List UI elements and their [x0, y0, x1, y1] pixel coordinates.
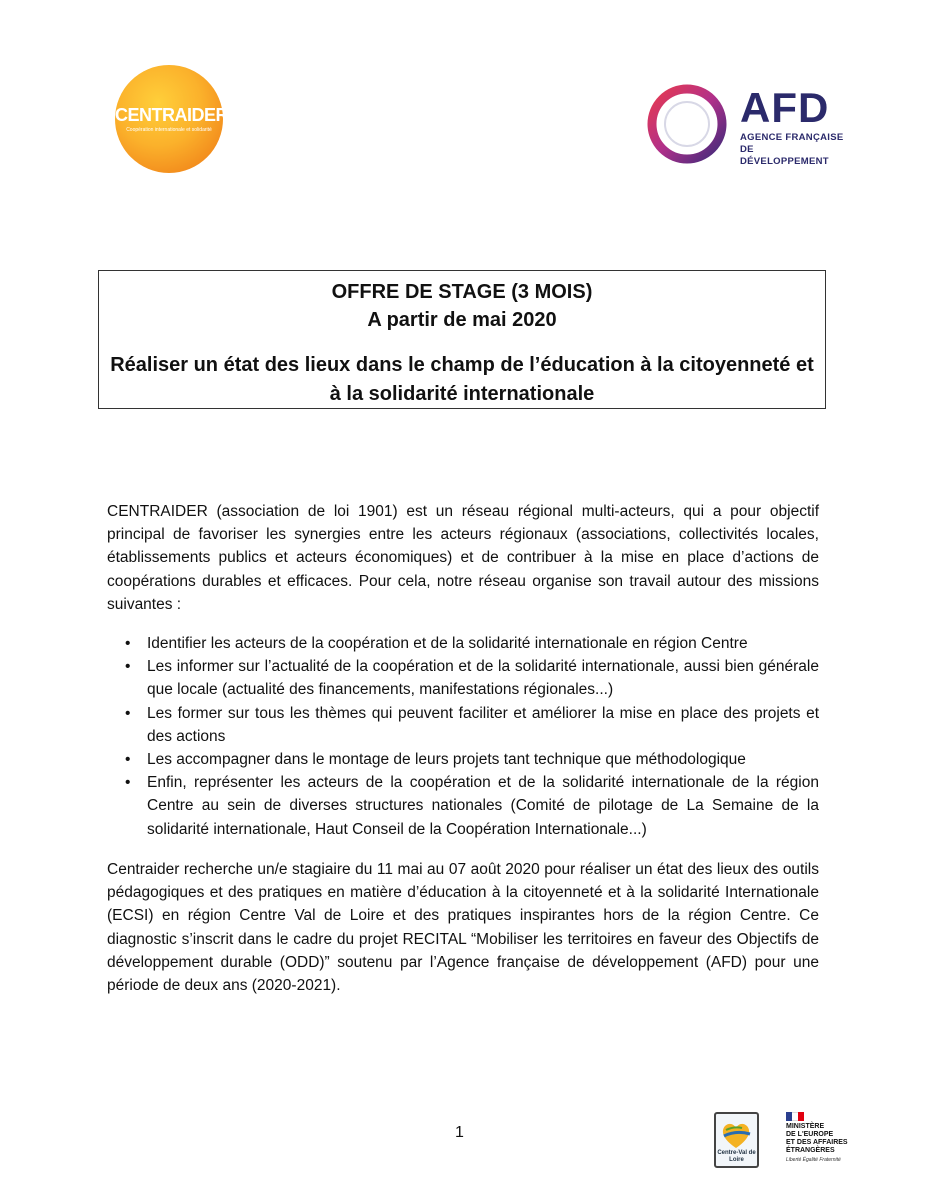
list-item	[107, 632, 819, 655]
ministere-name-line4: ÉTRANGÈRES	[786, 1147, 835, 1154]
afd-logo	[645, 82, 845, 166]
afd-logo-subtitle-line1: AGENCE FRANÇAISE	[740, 132, 844, 143]
internship-paragraph: Centraider recherche un/e stagiaire du 11 mai au 07 août 2020 pour réaliser un état des lieux des outils pédagogiques et des pratiques en matière d’éducation à la citoyenneté et à la solidarité Internationale (ECSI) en région Centre Val de Loire et des pratiques inspirantes hors de la région Centre. Ce diagnostic s’inscrit dans le cadre du projet RECITAL “Mobiliser les territoires en faveur des Objectifs de développement durable (ODD)” soutenu par l’Agence française de développement (AFD) pour une période de deux ans (2020-2021).	[107, 861, 819, 995]
list-item-text: Les accompagner dans le montage de leurs projets tant technique que méthodologique	[147, 751, 746, 769]
region-logo-name: Centre-Val de Loire	[717, 1150, 756, 1163]
region-heart-icon	[716, 1116, 757, 1152]
list-item	[107, 748, 819, 771]
ministere-name-line2: DE L'EUROPE	[786, 1131, 834, 1138]
list-item-text: Les former sur tous les thèmes qui peuvent faciliter et améliorer la mise en place des projets et des actions	[147, 704, 819, 745]
offer-start-date: A partir de mai 2020	[367, 309, 557, 331]
ministere-logo	[786, 1112, 856, 1172]
offer-title: OFFRE DE STAGE (3 MOIS)	[331, 281, 593, 303]
ministere-motto: Liberté Égalité Fraternité	[786, 1157, 841, 1163]
list-item-text: Les informer sur l’actualité de la coopération et de la solidarité internationale, aussi bien générale que locale (actualité des financements, manifestations régionales...)	[147, 658, 819, 699]
bullet-icon: •	[125, 704, 131, 722]
intro-paragraph: CENTRAIDER (association de loi 1901) est un réseau régional multi-acteurs, qui a pour objectif principal de favoriser les synergies entre les acteurs régionaux (associations, collectivités locales, établissements publics et acteurs économiques) et de contribuer à la mise en place d’actions de coopérations durables et efficaces. Pour cela, notre réseau organise son travail autour des missions suivantes :	[107, 503, 819, 613]
afd-logo-name: AFD	[740, 84, 830, 131]
list-item	[107, 702, 819, 748]
bullet-icon: •	[125, 751, 131, 769]
bullet-icon: •	[125, 635, 131, 652]
region-centre-logo	[714, 1112, 759, 1168]
list-item	[107, 771, 819, 841]
afd-logo-subtitle	[740, 132, 845, 168]
page-number: 1	[455, 1124, 464, 1141]
ministere-name-line3: ET DES AFFAIRES	[786, 1139, 848, 1146]
bullet-icon: •	[125, 658, 131, 676]
centraider-logo-name: CENTRAIDER	[115, 105, 229, 125]
afd-ring-icon	[645, 82, 729, 166]
bullet-icon: •	[125, 774, 131, 792]
list-item-text: Identifier les acteurs de la coopération et de la solidarité internationale en région Centre	[147, 635, 748, 652]
afd-logo-subtitle-line2: DE DÉVELOPPEMENT	[740, 144, 829, 167]
centraider-logo-tagline: Coopération internationale et solidarité	[126, 127, 212, 133]
offer-subject: Réaliser un état des lieux dans le champ de l’éducation à la citoyenneté et à la solidarité internationale	[110, 354, 814, 405]
list-item-text: Enfin, représenter les acteurs de la coopération et de la solidarité internationale de la région Centre au sein de diverses structures nationales (Comité de pilotage de La Semaine de la solidarité internationale, Haut Conseil de la Coopération Internationale...)	[147, 774, 819, 838]
centraider-logo	[115, 65, 229, 173]
ministere-name-line1: MINISTÈRE	[786, 1123, 825, 1130]
centraider-logo-disc	[115, 65, 229, 173]
french-flag-icon	[786, 1112, 804, 1121]
missions-list	[107, 632, 819, 841]
list-item	[107, 655, 819, 701]
ministere-name	[786, 1123, 856, 1155]
title-box	[98, 270, 826, 409]
